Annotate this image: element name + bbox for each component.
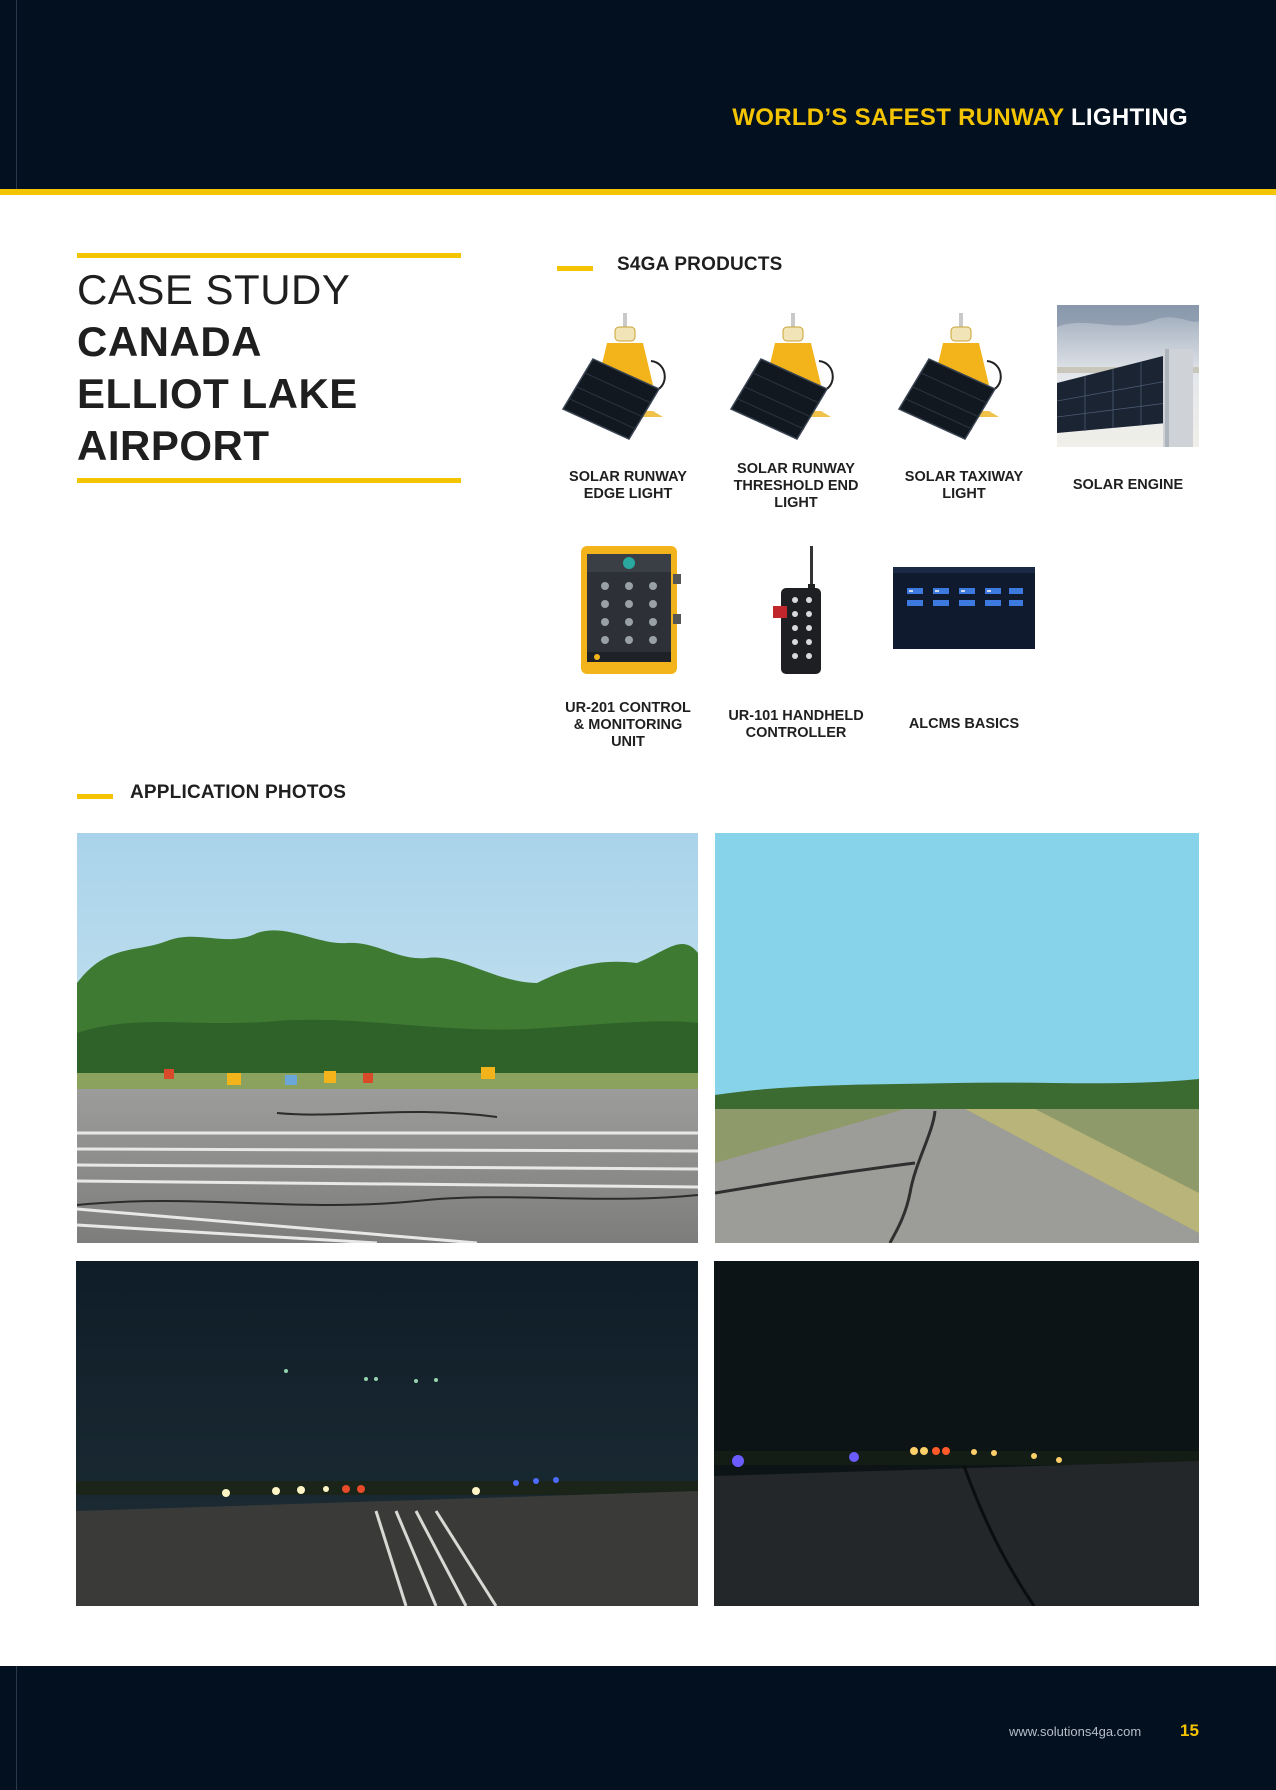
product-label-line: & MONITORING — [573, 717, 683, 733]
product-label-line: ALCMS BASICS — [908, 716, 1020, 732]
photo-night-runway-lights-side — [714, 1261, 1199, 1606]
case-study-top-rule — [77, 253, 461, 258]
product-label-line: UR-201 CONTROL — [565, 700, 691, 716]
product-solar-runway-threshold-end-light — [721, 305, 871, 512]
photo-daytime-runway-perspective — [715, 833, 1199, 1243]
case-study-bottom-rule — [77, 478, 461, 483]
footer-edge-line — [16, 1666, 17, 1790]
solar-light-icon — [725, 305, 867, 447]
products-heading-dash — [557, 266, 593, 271]
product-label-line: SOLAR ENGINE — [1072, 477, 1184, 493]
case-study-name-line: AIRPORT — [77, 422, 270, 469]
case-study-title — [77, 264, 477, 472]
header-title-accent: WORLD’S SAFEST RUNWAY — [732, 104, 1064, 131]
page-footer — [0, 1666, 1276, 1790]
product-label-line: THRESHOLD END — [733, 478, 859, 494]
photo-night-runway-lights — [76, 1261, 698, 1606]
page-header — [0, 0, 1276, 189]
solar-light-icon — [557, 305, 699, 447]
product-label-line: EDGE LIGHT — [583, 486, 673, 502]
product-solar-taxiway-light — [889, 305, 1039, 503]
product-label-line: LIGHT — [774, 495, 818, 511]
page-number: 15 — [1180, 1721, 1199, 1740]
product-label-line: LIGHT — [942, 486, 986, 502]
product-label-line: CONTROLLER — [745, 725, 847, 741]
product-ur-201-control-monitoring-unit — [553, 544, 703, 751]
case-study-label: CASE STUDY — [77, 266, 351, 313]
photos-heading: APPLICATION PHOTOS — [130, 782, 347, 803]
product-solar-runway-edge-light — [553, 305, 703, 503]
product-label-line: UR-101 HANDHELD — [728, 708, 864, 724]
product-label-line: SOLAR RUNWAY — [737, 461, 855, 477]
alcms-screen-icon — [893, 544, 1035, 686]
photo-daytime-runway-edge-lights — [77, 833, 698, 1243]
header-accent-bar — [0, 189, 1276, 195]
control-unit-icon — [557, 544, 699, 686]
handheld-controller-icon — [725, 544, 867, 686]
case-study-name-line: CANADA — [77, 318, 262, 365]
header-title-rest: LIGHTING — [1070, 104, 1188, 131]
footer-website-link[interactable]: www.solutions4ga.com — [1009, 1724, 1142, 1739]
product-label-line: SOLAR RUNWAY — [569, 469, 687, 485]
product-label-line: UNIT — [611, 734, 645, 750]
case-study-name-line: ELLIOT LAKE — [77, 370, 358, 417]
solar-engine-photo — [1057, 305, 1199, 447]
products-heading: S4GA PRODUCTS — [617, 254, 783, 275]
product-label-line: SOLAR TAXIWAY — [904, 469, 1024, 485]
product-ur-101-handheld-controller — [721, 544, 871, 742]
product-solar-engine — [1053, 305, 1203, 494]
photos-heading-dash — [77, 794, 113, 799]
header-edge-line — [16, 0, 17, 189]
solar-light-icon — [893, 305, 1035, 447]
product-alcms-basics — [889, 544, 1039, 733]
header-title — [732, 104, 1188, 132]
